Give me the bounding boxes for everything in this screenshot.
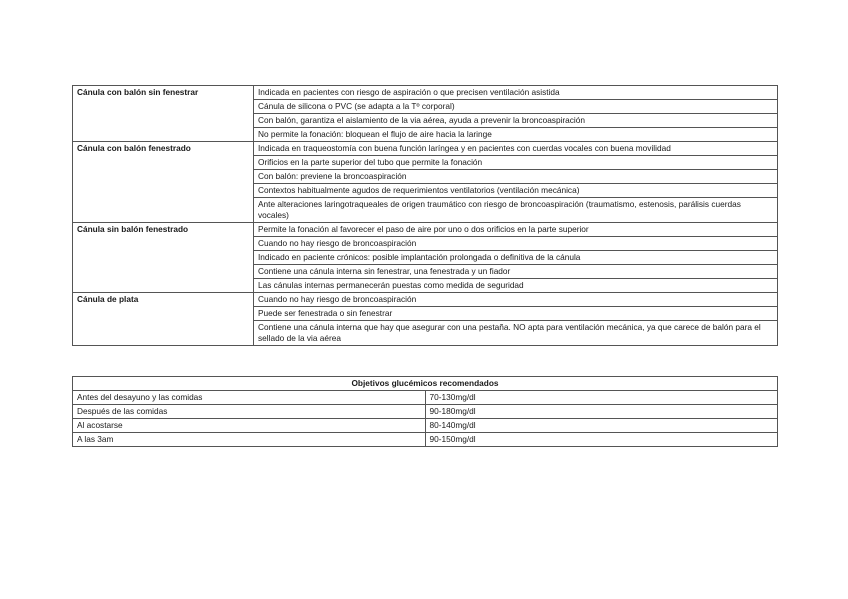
table-row <box>73 198 778 223</box>
table-row <box>73 114 778 128</box>
objetivos-glucemicos-table <box>72 376 778 447</box>
canula-item: Permite la fonación al favorecer el paso de aire por uno o dos orificios en la parte superior <box>254 223 778 237</box>
canula-item: Indicada en pacientes con riesgo de aspiración o que precisen ventilación asistida <box>254 86 778 100</box>
table-title: Objetivos glucémicos recomendados <box>73 377 778 391</box>
table-header-row <box>73 377 778 391</box>
canula-item: Contiene una cánula interna sin fenestrar, una fenestrada y un fiador <box>254 265 778 279</box>
canula-item: Indicada en traqueostomía con buena función laríngea y en pacientes con cuerdas vocales con buena movilidad <box>254 142 778 156</box>
canula-item: Orificios en la parte superior del tubo que permite la fonación <box>254 156 778 170</box>
row-label: Al acostarse <box>73 419 426 433</box>
table-row <box>73 279 778 293</box>
table-row <box>73 237 778 251</box>
canula-item: Cuando no hay riesgo de broncoaspiración <box>254 237 778 251</box>
table-row <box>73 184 778 198</box>
table-row <box>73 405 778 419</box>
row-value: 80-140mg/dl <box>425 419 778 433</box>
table-row <box>73 307 778 321</box>
canula-item: Contextos habitualmente agudos de requerimientos ventilatorios (ventilación mecánica) <box>254 184 778 198</box>
canula-item: Contiene una cánula interna que hay que asegurar con una pestaña. NO apta para ventilación mecánica, ya que carece de balón para el sellado de la via aérea <box>254 321 778 346</box>
canula-item: Cánula de silicona o PVC (se adapta a la Tº corporal) <box>254 100 778 114</box>
table-row <box>73 170 778 184</box>
table-row <box>73 156 778 170</box>
table-row <box>73 251 778 265</box>
row-label: Después de las comidas <box>73 405 426 419</box>
row-value: 90-150mg/dl <box>425 433 778 447</box>
canula-name: Cánula sin balón fenestrado <box>73 223 254 237</box>
row-label: A las 3am <box>73 433 426 447</box>
canula-name: Cánula de plata <box>73 293 254 307</box>
canulas-table <box>72 85 778 346</box>
table-row <box>73 433 778 447</box>
row-label: Antes del desayuno y las comidas <box>73 391 426 405</box>
table-row <box>73 419 778 433</box>
canula-item: Cuando no hay riesgo de broncoaspiración <box>254 293 778 307</box>
row-value: 90-180mg/dl <box>425 405 778 419</box>
canula-item: Las cánulas internas permanecerán puestas como medida de seguridad <box>254 279 778 293</box>
table-row <box>73 391 778 405</box>
canula-item: No permite la fonación: bloquean el flujo de aire hacia la laringe <box>254 128 778 142</box>
canula-item: Indicado en paciente crónicos: posible implantación prolongada o definitiva de la cánula <box>254 251 778 265</box>
canula-name: Cánula con balón fenestrado <box>73 142 254 156</box>
canula-item: Puede ser fenestrada o sin fenestrar <box>254 307 778 321</box>
table-row <box>73 321 778 346</box>
table-row <box>73 223 778 237</box>
row-value: 70-130mg/dl <box>425 391 778 405</box>
table-row <box>73 265 778 279</box>
canula-name: Cánula con balón sin fenestrar <box>73 86 254 100</box>
canula-item: Con balón: previene la broncoaspiración <box>254 170 778 184</box>
table-row <box>73 86 778 100</box>
canula-item: Ante alteraciones laringotraqueales de origen traumático con riesgo de broncoaspiración (traumatismo, estenosis, parálisis cuerdas vocales) <box>254 198 778 223</box>
table-row <box>73 100 778 114</box>
canula-item: Con balón, garantiza el aislamiento de la via aérea, ayuda a prevenir la broncoaspiración <box>254 114 778 128</box>
table-row <box>73 142 778 156</box>
table-row <box>73 128 778 142</box>
table-row <box>73 293 778 307</box>
